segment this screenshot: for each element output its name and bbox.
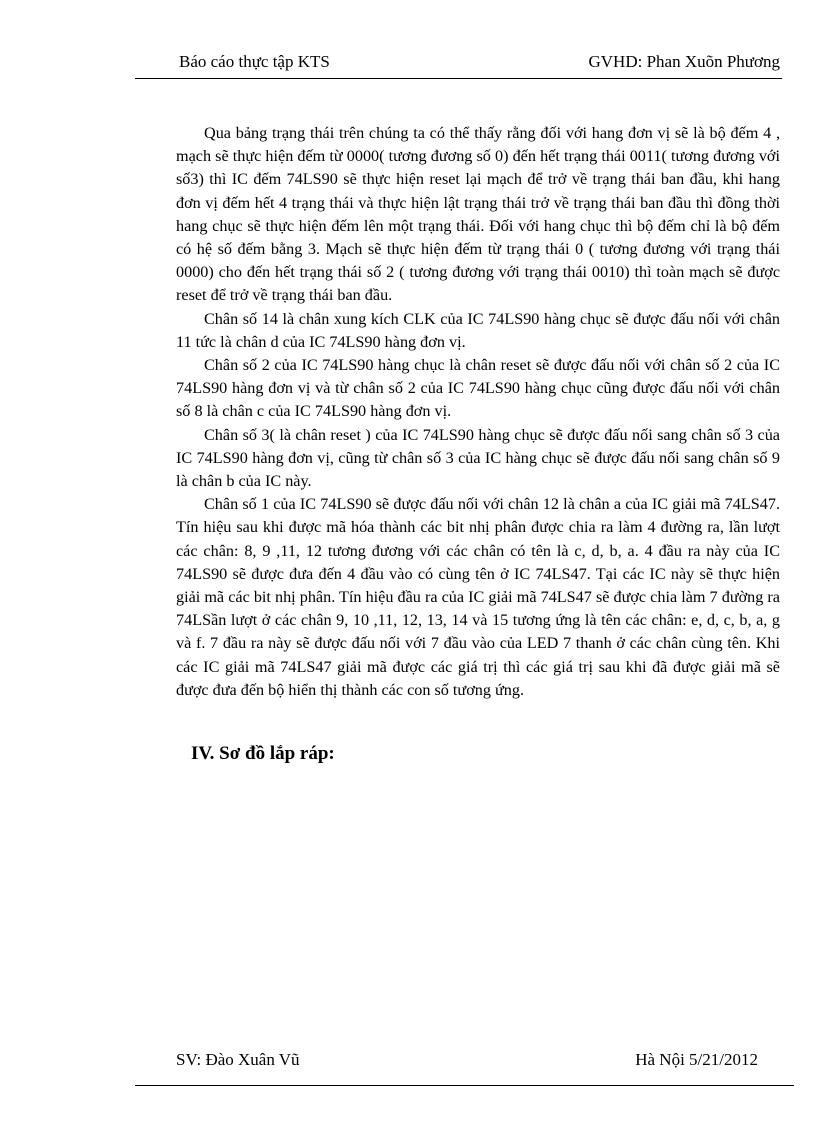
paragraph: Chân số 1 của IC 74LS90 sẽ được đấu nối với chân 12 là chân a của IC giải mã 74LS47. Tín hiệu sau khi được mã hóa thành các bit nhị phân được chia ra làm 4 đường ra, lần lượt các chân: 8, 9 ,11, 12 tương đương với các chân có tên là c, d, b, a. 4 đầu ra này của IC 74LS90 sẽ được đưa đến 4 đầu vào có cùng tên ở IC 74LS47. Tại các IC này sẽ thực hiện giải mã các bit nhị phân. Tín hiệu đầu ra của IC giải mã 74LS47 sẽ được chia làm 7 đường ra 74LSần lượt ở các chân 9, 10 ,11, 12, 13, 14 và 15 tương ứng là tên các chân: e, d, c, b, a, g và f. 7 đầu ra này sẽ được đấu nối với 7 đầu vào của LED 7 thanh ở các chân cùng tên. Khi các IC giải mã 74LS47 giải mã được các giá trị thì các giá trị sau khi đã được giải mã sẽ được đưa đến bộ hiển thị thành các con số tương ứng. — [176, 495, 780, 699]
header-report-title: Báo cáo thực tập KTS — [179, 52, 330, 71]
paragraph: Chân số 3( là chân reset ) của IC 74LS90 hàng chục sẽ được đấu nối sang chân số 3 của IC 74LS90 hàng đơn vị, cũng từ chân số 3 của IC hàng chục sẽ được đấu nối sang chân số 9 là chân b của IC này. — [176, 425, 780, 491]
paragraph: Chân số 2 của IC 74LS90 hàng chục là chân reset sẽ được đấu nối với chân số 2 của IC 74LS90 hàng đơn vị và từ chân số 2 của IC 74LS90 hàng chục cũng được đấu nối với chân số 8 là chân c của IC 74LS90 hàng đơn vị. — [176, 356, 780, 421]
paragraph: Qua bảng trạng thái trên chúng ta có thể thấy rằng đối với hang đơn vị sẽ là bộ đếm 4 , mạch sẽ thực hiện đếm từ 0000( tương đương số 0) đến hết trạng thái 0011( tương đương với số3) thì IC đếm 74LS90 sẽ thực hiện reset lại mạch để trở về trạng thái ban đầu, khi hang đơn vị đếm hết 4 trạng thái và thực hiện lật trạng thái trở về trạng thái ban đầu thì đồng thời hang chục sẽ thực hiện đếm lên một trạng thái. Đối với hang chục thì bộ đếm chỉ là bộ đếm có hệ số đếm bằng 3. Mạch sẽ thực hiện đếm từ trạng thái 0 ( tương đương với trạng thái 0000) cho đến hết trạng thái số 2 ( tương đương với trạng thái 0010) thì toàn mạch sẽ được reset để trở về trạng thái ban đầu. — [176, 124, 780, 305]
paragraph: Chân số 14 là chân xung kích CLK của IC 74LS90 hàng chục sẽ được đấu nối với chân 11 tức là chân d của IC 74LS90 hàng đơn vị. — [176, 309, 780, 351]
header-rule — [135, 78, 782, 79]
footer-date: Hà Nội 5/21/2012 — [635, 1050, 758, 1069]
header-advisor: GVHD: Phan Xuõn Phương — [588, 52, 780, 71]
page-footer — [135, 1050, 782, 1074]
document-body — [176, 122, 780, 702]
footer-student: SV: Đào Xuân Vũ — [176, 1050, 300, 1069]
page-header — [135, 52, 782, 76]
footer-rule — [135, 1085, 794, 1086]
section-heading: IV. Sơ đồ lắp ráp: — [191, 743, 335, 764]
